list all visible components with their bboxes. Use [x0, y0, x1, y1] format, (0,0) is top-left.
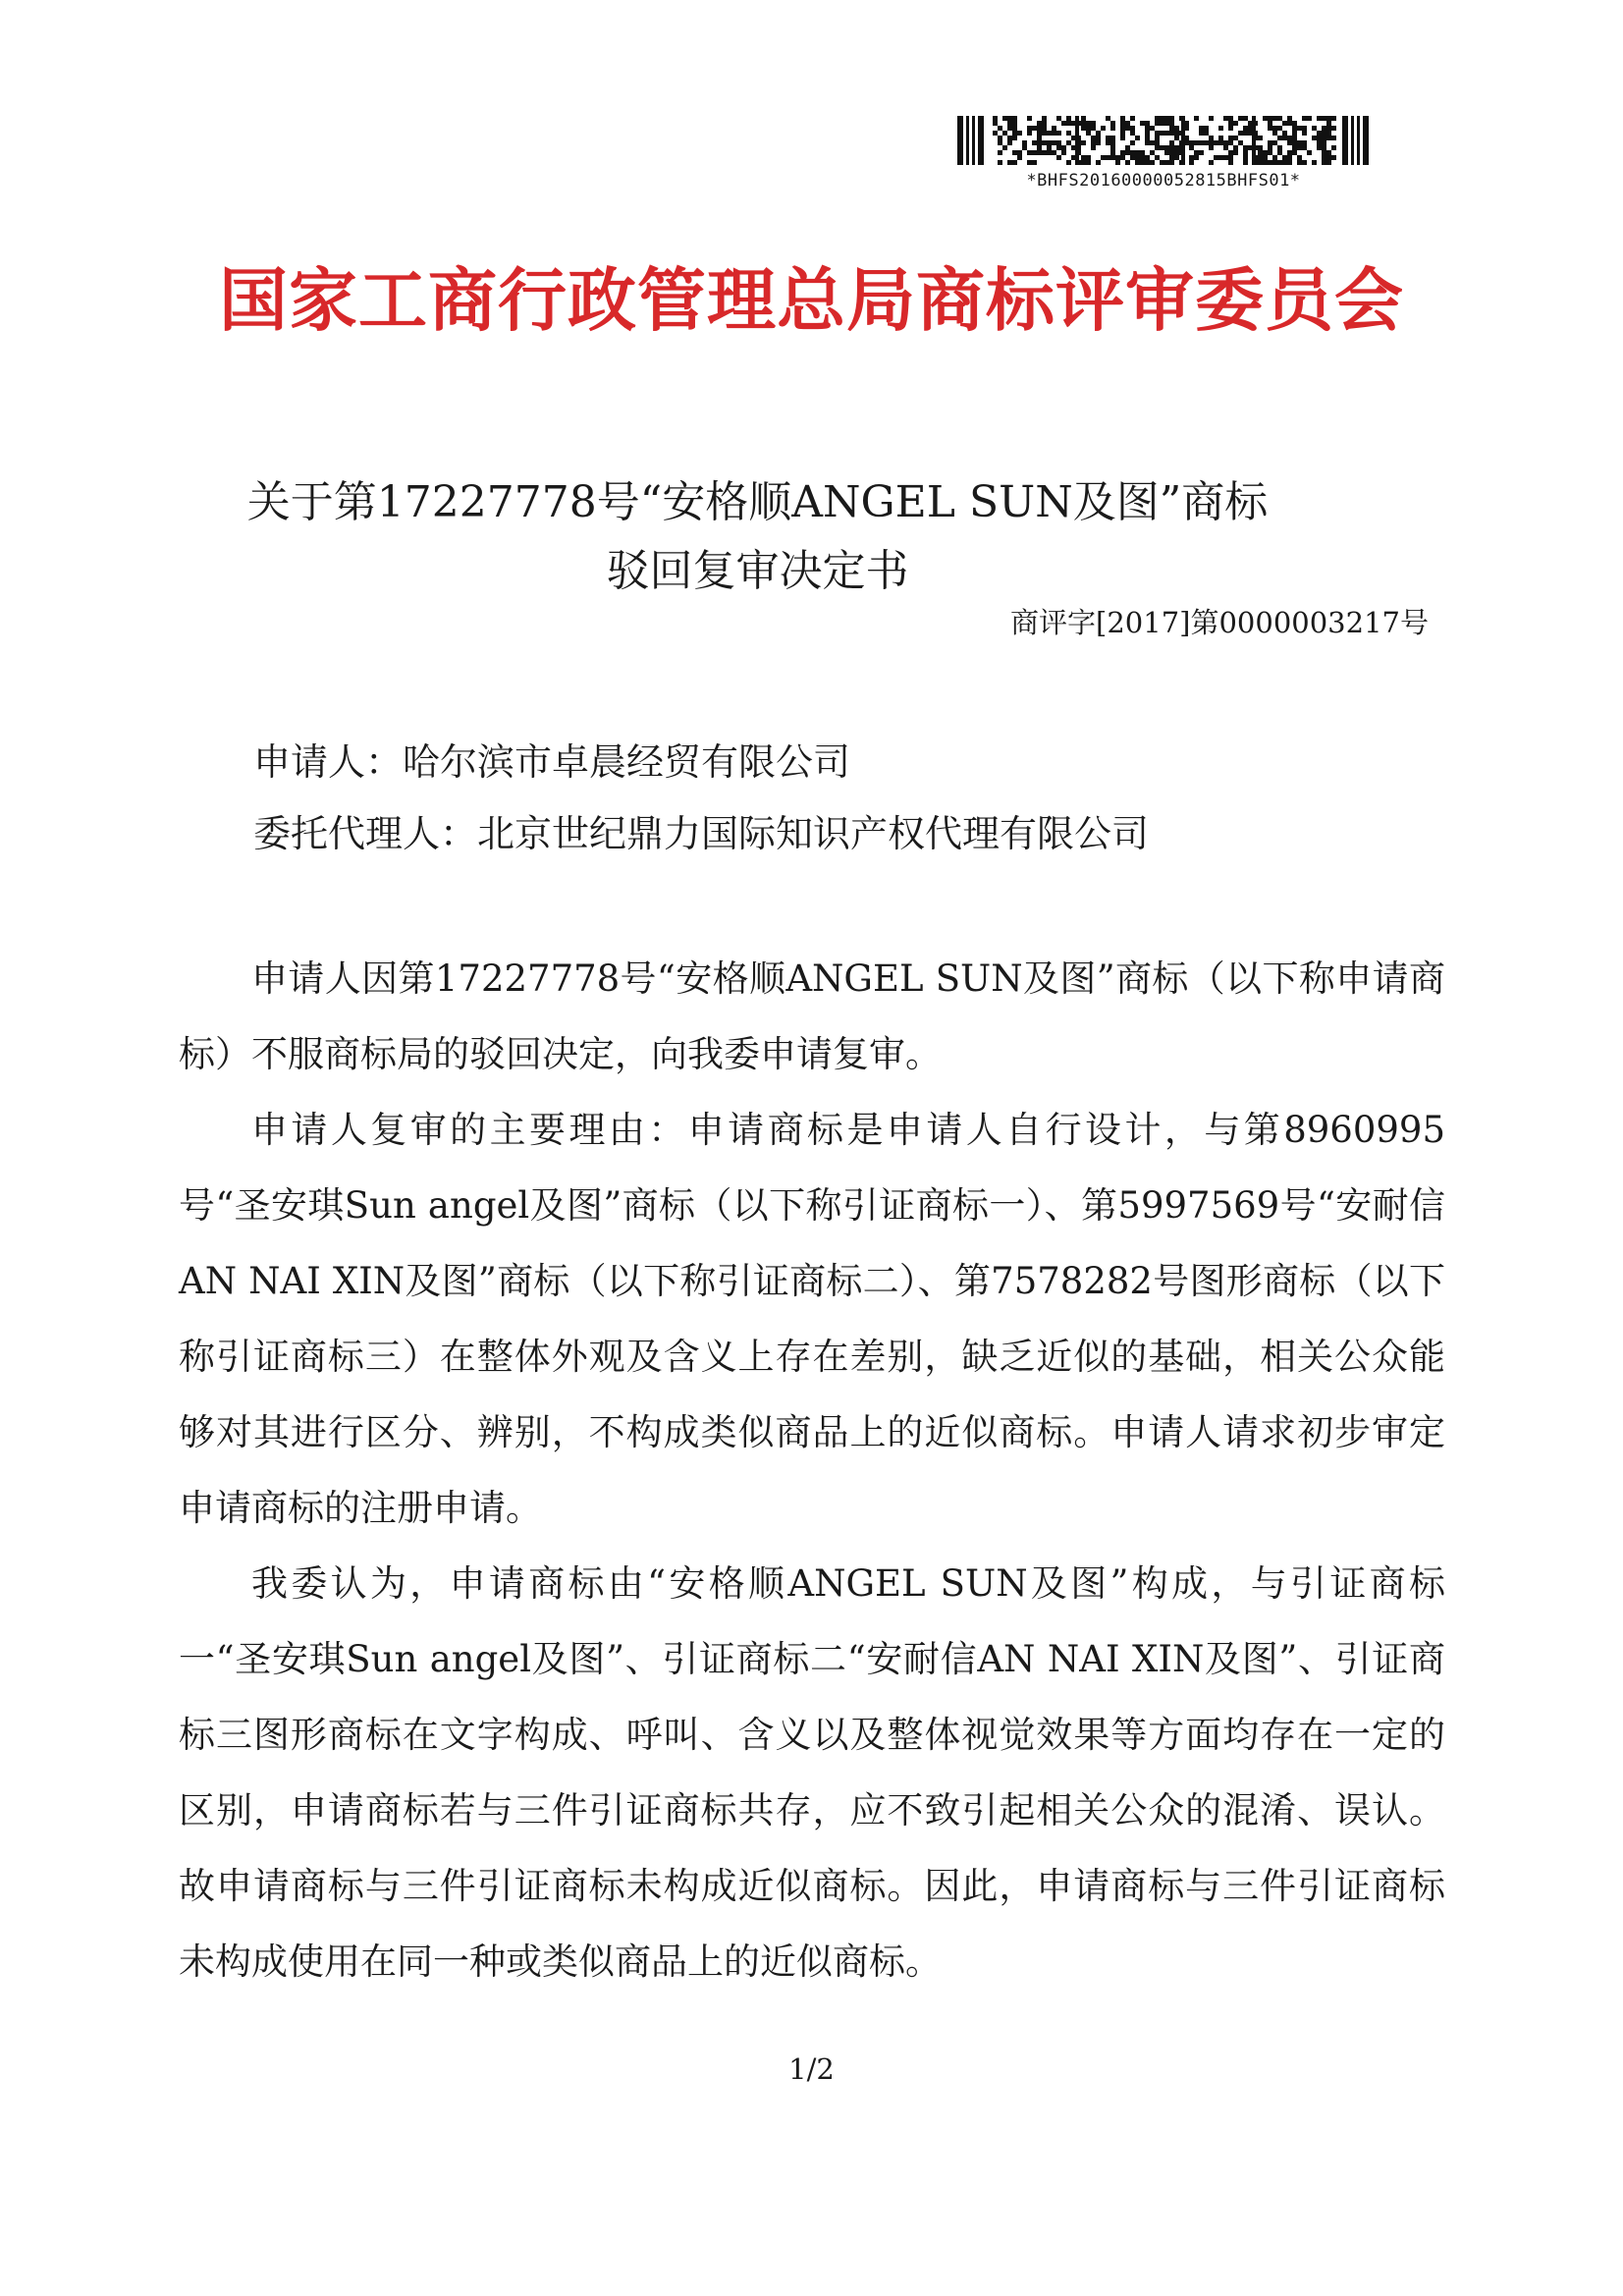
document-title-line-2: 驳回复审决定书	[606, 546, 909, 596]
decision-number: 商评字[2017]第0000003217号	[1010, 606, 1429, 639]
paragraph-board-opinion: 我委认为，申请商标由“安格顺ANGEL SUN及图”构成，与引证商标一“圣安琪Sun angel及图”、引证商标二“安耐信AN NAI XIN及图”、引证商标三图形商标在文字构成、呼叫、含义以及整体视觉效果等方面均存在一定的区别，申请商标若与三件引证商标共存，应不致引起相关公众的混淆、误认。故申请商标与三件引证商标未构成近似商标。因此，申请商标与三件引证商标未构成使用在同一种或类似商品上的近似商标。	[179, 1562, 1445, 1983]
barcode-code: *BHFS20160000052815BHFS01*	[1026, 171, 1301, 191]
issuing-agency: 国家工商行政管理总局商标评审委员会	[219, 260, 1404, 341]
decision-body	[179, 941, 1445, 1999]
barcode	[957, 116, 1370, 165]
page-number: 1/2	[788, 2052, 835, 2086]
document-title-line-1: 关于第17227778号“安格顺ANGEL SUN及图”商标	[246, 477, 1269, 527]
barcode-block	[957, 116, 1370, 191]
applicant-line: 申请人：哈尔滨市卓晨经贸有限公司	[253, 740, 851, 784]
paragraph-applicant-reasons: 申请人复审的主要理由：申请商标是申请人自行设计，与第8960995号“圣安琪Sun angel及图”商标（以下称引证商标一）、第5997569号“安耐信AN NAI XIN及图”商标（以下称引证商标二）、第7578282号图形商标（以下称引证商标三）在整体外观及含义上存在差别，缺乏近似的基础，相关公众能够对其进行区分、辨别，不构成类似商品上的近似商标。申请人请求初步审定申请商标的注册申请。	[179, 1109, 1445, 1529]
agent-line: 委托代理人：北京世纪鼎力国际知识产权代理有限公司	[253, 812, 1150, 855]
paragraph-request: 申请人因第17227778号“安格顺ANGEL SUN及图”商标（以下称申请商标）不服商标局的驳回决定，向我委申请复审。	[179, 957, 1445, 1075]
